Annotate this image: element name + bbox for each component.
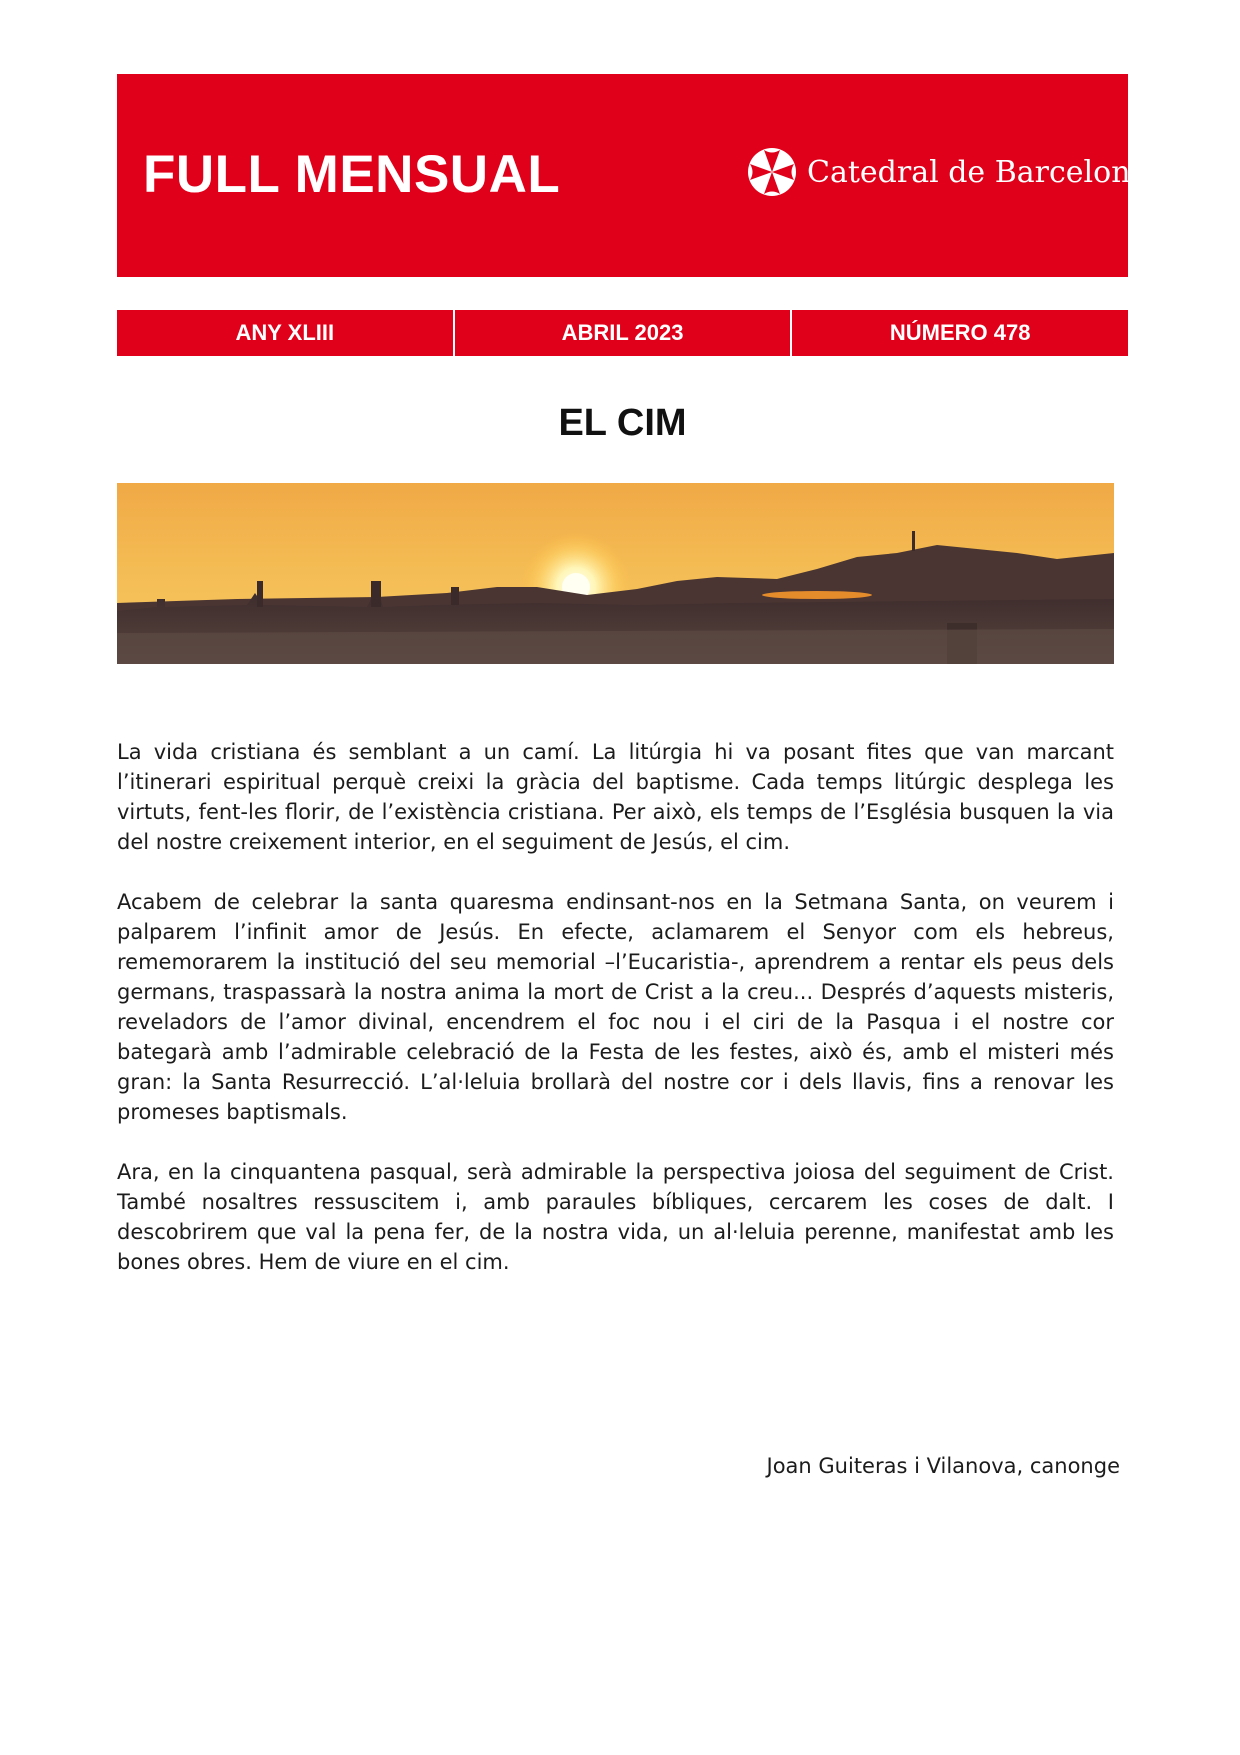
issue-month: ABRIL 2023 [453,310,791,356]
article-paragraph: Ara, en la cinquantena pasqual, serà admirable la perspectiva joiosa del seguiment de Crist. També nosaltres ressuscitem i, amb paraules bíbliques, cercarem les coses de dalt. I descobrirem que val la pena fer, de la nostra vida, un al·leluia perenne, manifestat amb les bones obres. Hem de viure en el cim. [117,1160,1114,1274]
header-banner [117,74,1149,277]
templar-cross-icon [747,147,797,197]
newsletter-title: FULL MENSUAL [143,145,561,204]
issue-year: ANY XLIII [235,320,335,345]
cathedral-logo [747,146,1148,198]
article-paragraph: La vida cristiana és semblant a un camí. La litúrgia hi va posant fites que van marcant l’itinerari espiritual perquè creixi la gràcia del baptisme. Cada temps litúrgic desplega les virtuts, fent-les florir, de l’existència cristiana. Per això, els temps de l’Església busquen la via del nostre creixement interior, en el seguiment de Jesús, el cim. [117,740,1114,854]
article-paragraph: Acabem de celebrar la santa quaresma endinsant-nos en la Setmana Santa, on veurem i palparem l’infinit amor de Jesús. En efecte, aclamarem el Senyor com els hebreus, rememorarem la institució del seu memorial –l’Eucaristia-, aprendrem a rentar els peus dels germans, traspassarà la nostra anima la mort de Crist a la creu... Després d’aquests misteris, reveladors de l’amor divinal, encendrem el foc nou i el ciri de la Pasqua i el nostre cor bategarà amb l’admirable celebració de la Festa de les festes, això és, amb el misteri més gran: la Santa Resurrecció. L’al·leluia brollarà del nostre cor i dels llavis, fins a renovar les promeses baptismals. [117,890,1114,1124]
article-title: EL CIM [558,402,687,444]
author-signature: Joan Guiteras i Vilanova, canonge [766,1454,1120,1478]
issue-info-bar [117,310,1128,356]
article-body [117,737,1114,1307]
issue-number: NÚMERO 478 [790,310,1128,356]
sunset-photo [117,483,1114,664]
logo-text: Catedral de Barcelona [807,154,1149,190]
